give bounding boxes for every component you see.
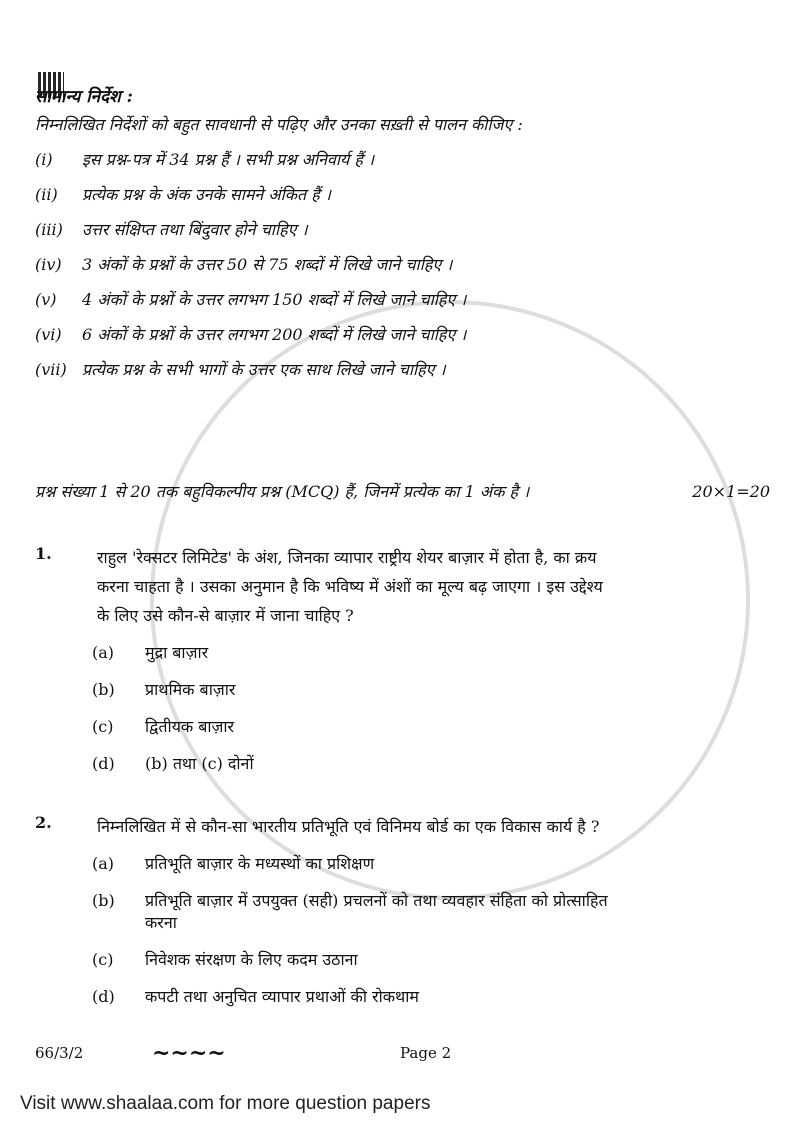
option-item [92,890,770,934]
option-item [92,949,770,971]
instruction-text: 4 अंकों के प्रश्नों के उत्तर लगभग 150 शब्दों में लिखे जाने चाहिए । [82,290,467,309]
instruction-num: (iv) [35,255,62,274]
option-item [92,853,770,875]
option-item [92,753,770,775]
question-body [92,812,770,1023]
option-text: द्वितीयक बाज़ार [145,717,235,736]
option-text: कपटी तथा अनुचित व्यापार प्रथाओं की रोकथाम [145,987,419,1006]
option-text-wrap [145,890,770,934]
instruction-item [35,149,770,171]
option-text: प्राथमिक बाज़ार [145,680,236,699]
wave-symbol: ~~~~ [152,1040,226,1066]
instruction-num: (i) [35,150,53,169]
question-text: निम्नलिखित में से कौन-सा भारतीय प्रतिभूति एवं विनिमय बोर्ड का एक विकास कार्य है ? [97,817,600,836]
mcq-section-header [35,481,770,503]
option-list [92,853,770,1008]
option-list [92,642,770,775]
option-key: (d) [92,754,115,773]
instructions-intro: निम्नलिखित निर्देशों को बहुत सावधानी से पढ़िए और उनका सख़्ती से पालन कीजिए : [35,115,523,134]
option-key: (c) [92,717,114,736]
question-text: के लिए उसे कौन-से बाज़ार में जाना चाहिए ? [97,606,354,625]
option-text: प्रतिभूति बाज़ार में उपयुक्त (सही) प्रचलनों को तथा व्यवहार संहिता को प्रोत्साहित [145,891,608,910]
option-item [92,986,770,1008]
instruction-text: प्रत्येक प्रश्न के सभी भागों के उत्तर एक साथ लिखे जाने चाहिए । [82,360,446,379]
option-key: (d) [92,987,115,1006]
option-text-continued: करना [145,913,177,932]
page-content [35,86,770,1023]
option-item [92,679,770,701]
paper-code: 66/3/2 [35,1044,84,1062]
option-key: (a) [92,854,115,873]
instruction-text: 3 अंकों के प्रश्नों के उत्तर 50 से 75 शब्दों में लिखे जाने चाहिए । [82,255,453,274]
question-number: 1. [35,544,52,563]
section-marks: 20×1=20 [692,482,770,501]
option-key: (b) [92,680,115,699]
question-body [92,543,770,790]
instruction-list [35,149,770,381]
section-title: सामान्य निर्देश : [35,87,133,107]
instruction-item [35,324,770,346]
instruction-item [35,219,770,241]
instruction-item [35,289,770,311]
question-1 [35,543,770,790]
instruction-text: उत्तर संक्षिप्त तथा बिंदुवार होने चाहिए । [82,220,308,239]
option-text: निवेशक संरक्षण के लिए कदम उठाना [145,950,358,969]
instruction-num: (v) [35,290,57,309]
instruction-num: (iii) [35,220,63,239]
page-number: Page 2 [400,1044,452,1062]
page-footer [35,1040,770,1068]
instruction-num: (vii) [35,360,67,379]
option-key: (c) [92,950,114,969]
instruction-num: (vi) [35,325,62,344]
instruction-text: इस प्रश्न-पत्र में 34 प्रश्न हैं । सभी प्रश्न अनिवार्य हैं । [82,150,375,169]
question-text: राहुल 'रेक्सटर लिमिटेड' के अंश, जिनका व्यापार राष्ट्रीय शेयर बाज़ार में होता है, का क्रय [97,548,597,567]
instruction-num: (ii) [35,185,58,204]
instruction-text: प्रत्येक प्रश्न के अंक उनके सामने अंकित हैं । [82,185,331,204]
instruction-item [35,184,770,206]
instruction-item [35,359,770,381]
mcq-section-heading: प्रश्न संख्या 1 से 20 तक बहुविकल्पीय प्रश्न (MCQ) हैं, जिनमें प्रत्येक का 1 अंक है । [35,482,530,501]
option-text: मुद्रा बाज़ार [145,643,209,662]
option-text: (b) तथा (c) दोनों [145,754,254,773]
visit-link[interactable]: Visit www.shaalaa.com for more question papers [20,1093,431,1114]
option-item [92,642,770,664]
question-text: करना चाहता है । उसका अनुमान है कि भविष्य में अंशों का मूल्य बढ़ जाएगा । इस उद्देश्य [97,577,603,596]
option-key: (a) [92,643,115,662]
question-number: 2. [35,813,52,832]
option-item [92,716,770,738]
option-key: (b) [92,891,115,910]
question-2 [35,812,770,1023]
instruction-item [35,254,770,276]
option-text: प्रतिभूति बाज़ार के मध्यस्थों का प्रशिक्षण [145,854,375,873]
instruction-text: 6 अंकों के प्रश्नों के उत्तर लगभग 200 शब्दों में लिखे जाने चाहिए । [82,325,467,344]
